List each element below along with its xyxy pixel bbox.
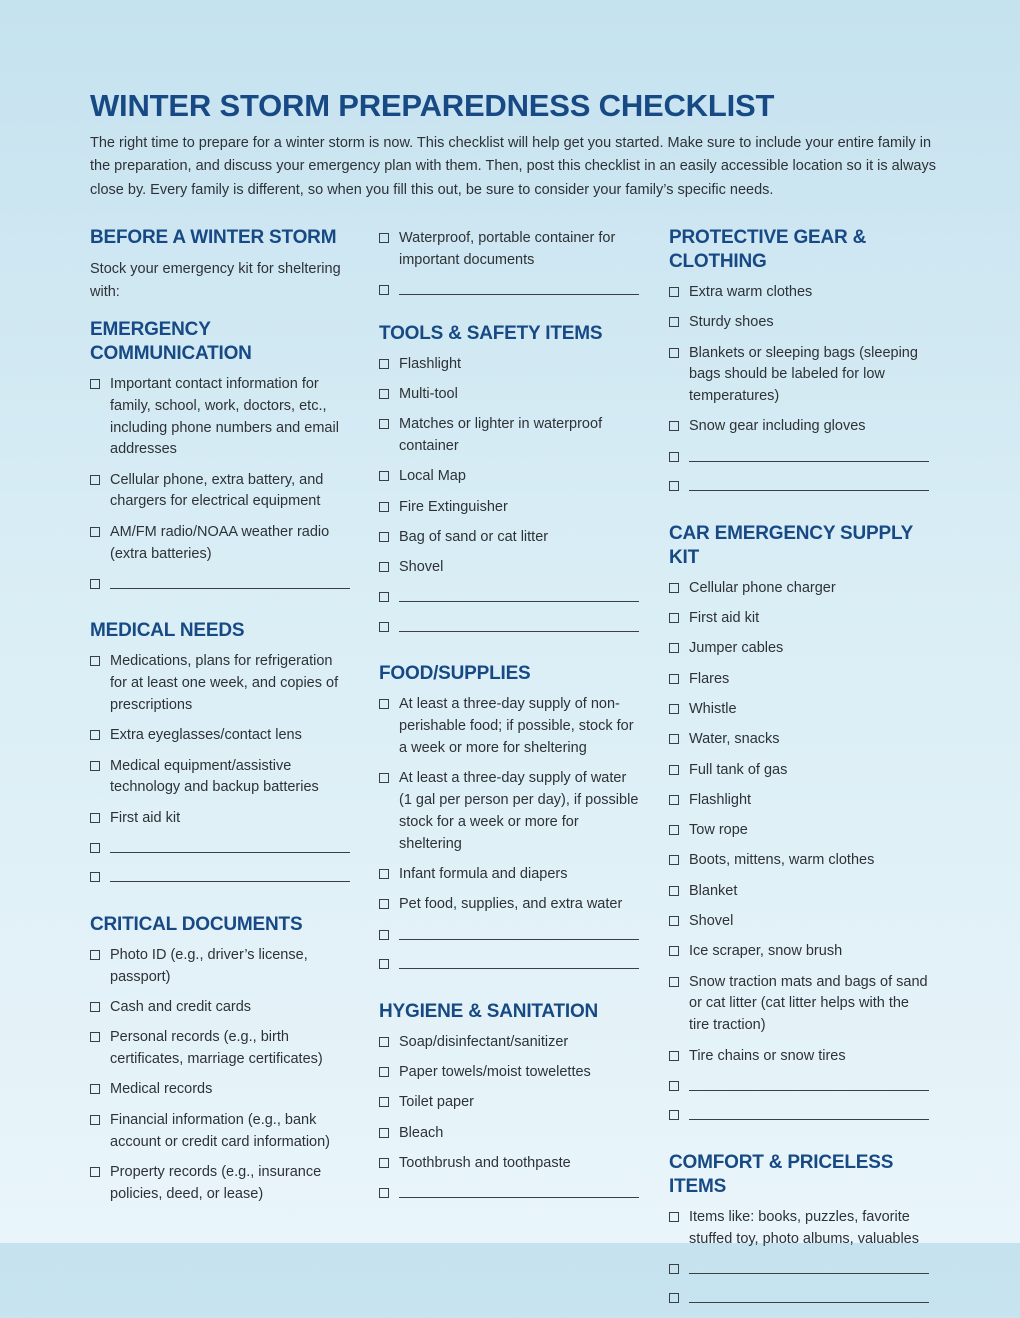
checklist-item xyxy=(669,760,931,782)
checkbox[interactable] xyxy=(669,734,679,744)
checklist-item xyxy=(669,578,931,600)
checklist-item-label: Bag of sand or cat litter xyxy=(399,528,549,545)
intro-paragraph: The right time to prepare for a winter storm is now. This checklist will help get you started. Make sure to include your entire family in the preparation, and discuss your emergency plan with them. Then, post this checklist in an easily accessible location so it is always close by. Every family is different, so when you fill this out, be sure to consider your family’s specific needs. xyxy=(90,135,936,198)
checklist-item xyxy=(669,312,931,334)
write-in-line[interactable] xyxy=(399,954,639,969)
checklist-item-blank xyxy=(669,1076,931,1097)
checklist-item xyxy=(669,729,931,751)
checklist-item xyxy=(379,1153,641,1175)
checklist-item-label: Photo ID (e.g., driver’s license, passport) xyxy=(110,946,308,985)
checklist-item xyxy=(90,756,352,800)
checklist-item-blank xyxy=(669,1259,931,1280)
section-before-storm xyxy=(90,226,352,304)
checklist-item xyxy=(90,1110,352,1154)
checklist-item-label: Local Map xyxy=(399,468,466,485)
section-tools-safety xyxy=(379,322,641,638)
checklist-item-label: Waterproof, portable container for important documents xyxy=(399,230,616,268)
checkbox[interactable] xyxy=(669,855,679,865)
checklist-item-blank xyxy=(379,587,641,608)
checklist xyxy=(90,651,352,888)
section-heading: CRITICAL DOCUMENTS xyxy=(90,913,303,935)
section-heading: PROTECTIVE GEAR & CLOTHING xyxy=(669,227,867,272)
checklist-item-label: Water, snacks xyxy=(689,731,780,748)
write-in-line[interactable] xyxy=(399,617,639,632)
checklist-item-label: Flashlight xyxy=(689,791,752,808)
checkbox[interactable] xyxy=(379,285,389,295)
checkbox[interactable] xyxy=(90,527,100,537)
section-heading: EMERGENCY COMMUNICATION xyxy=(90,319,252,364)
checklist-item xyxy=(669,820,931,842)
checkbox[interactable] xyxy=(669,613,679,623)
section-food-supplies xyxy=(379,662,641,975)
column-1 xyxy=(90,226,352,1214)
write-in-line[interactable] xyxy=(689,1288,929,1303)
checklist-item xyxy=(669,282,931,304)
column-2 xyxy=(379,226,641,1213)
checkbox[interactable] xyxy=(379,959,389,969)
checklist-item xyxy=(90,1162,352,1206)
checkbox[interactable] xyxy=(90,761,100,771)
checkbox[interactable] xyxy=(669,1081,679,1091)
write-in-line[interactable] xyxy=(399,925,639,940)
checklist-item xyxy=(379,557,641,579)
checkbox[interactable] xyxy=(669,317,679,327)
checkbox[interactable] xyxy=(669,825,679,835)
checklist-item-label: Tire chains or snow tires xyxy=(689,1047,846,1064)
checkbox[interactable] xyxy=(379,1158,389,1168)
checklist-item-label: Toilet paper xyxy=(399,1094,474,1111)
checklist-item-label: Snow traction mats and bags of sand or cat litter (cat litter helps with the tire traction) xyxy=(689,973,928,1034)
write-in-line[interactable] xyxy=(689,447,929,462)
checklist-item xyxy=(379,354,641,376)
checkbox[interactable] xyxy=(379,1037,389,1047)
section-heading: COMFORT & PRICELESS ITEMS xyxy=(669,1151,894,1197)
checklist-item-label: Paper towels/moist towelettes xyxy=(399,1063,591,1080)
checklist-item-label: At least a three-day supply of non-perishable food; if possible, stock for a week or more for sheltering xyxy=(399,696,634,757)
checklist-item xyxy=(669,881,931,903)
checklist-item-blank xyxy=(379,954,641,975)
checkbox[interactable] xyxy=(669,1051,679,1061)
checklist-item-label: Full tank of gas xyxy=(689,761,788,778)
checklist-item xyxy=(90,1027,352,1071)
checklist-item-label: Financial information (e.g., bank account or credit card information) xyxy=(110,1111,331,1150)
checkbox[interactable] xyxy=(90,950,100,960)
checkbox[interactable] xyxy=(90,1167,100,1177)
checkbox[interactable] xyxy=(379,562,389,572)
checklist-item-label: Cash and credit cards xyxy=(110,999,252,1016)
checkbox[interactable] xyxy=(90,843,100,853)
checklist xyxy=(379,1032,641,1204)
checkbox[interactable] xyxy=(379,1188,389,1198)
checkbox[interactable] xyxy=(379,899,389,909)
checklist-item xyxy=(379,894,641,916)
checklist-item-blank xyxy=(669,447,931,468)
section-critical-documents xyxy=(90,913,352,1205)
checklist-item xyxy=(669,941,931,963)
checkbox[interactable] xyxy=(669,916,679,926)
checklist-item-label: Sturdy shoes xyxy=(689,314,774,331)
checklist-item xyxy=(90,1079,352,1101)
checkbox[interactable] xyxy=(669,1293,679,1303)
checklist-item xyxy=(90,808,352,830)
checkbox[interactable] xyxy=(379,1067,389,1077)
section-heading: TOOLS & SAFETY ITEMS xyxy=(379,322,603,344)
checkbox[interactable] xyxy=(669,421,679,431)
checklist-item-label: First aid kit xyxy=(110,809,181,826)
section-heading: FOOD/SUPPLIES xyxy=(379,663,531,685)
checkbox[interactable] xyxy=(90,579,100,589)
checklist-item xyxy=(90,470,352,514)
checklist-item-label: Blankets or sleeping bags (sleeping bags should be labeled for low temperatures) xyxy=(689,344,918,405)
section-protective-gear xyxy=(669,226,931,497)
checkbox[interactable] xyxy=(379,930,389,940)
checkbox[interactable] xyxy=(669,886,679,896)
section-heading: MEDICAL NEEDS xyxy=(90,620,245,642)
checkbox[interactable] xyxy=(669,795,679,805)
checkbox[interactable] xyxy=(379,532,389,542)
write-in-line[interactable] xyxy=(110,867,350,882)
checklist xyxy=(379,228,641,301)
checklist-item-label: Extra eyeglasses/contact lens xyxy=(110,727,302,744)
checklist-item-blank xyxy=(379,280,641,301)
checklist xyxy=(379,694,641,975)
checklist-item-label: Whistle xyxy=(689,700,737,717)
checklist-item xyxy=(379,497,641,519)
checkbox[interactable] xyxy=(669,977,679,987)
checklist-item xyxy=(379,228,641,272)
section-intro: Stock your emergency kit for sheltering with: xyxy=(90,261,341,300)
checklist-item-label: Blanket xyxy=(689,882,738,899)
checklist-item-label: Ice scraper, snow brush xyxy=(689,943,843,960)
checkbox[interactable] xyxy=(379,389,389,399)
checklist-item xyxy=(90,374,352,461)
checklist-item-label: Medications, plans for refrigeration for at least one week, and copies of prescriptions xyxy=(110,653,339,713)
checklist-item-label: Extra warm clothes xyxy=(689,284,813,300)
checklist-item-label: Jumper cables xyxy=(689,640,784,657)
checklist-item-label: Flares xyxy=(689,670,730,687)
section-hygiene-sanitation xyxy=(379,1000,641,1204)
section-medical-needs xyxy=(90,619,352,888)
checklist xyxy=(669,282,931,497)
checkbox[interactable] xyxy=(669,452,679,462)
checkbox[interactable] xyxy=(90,872,100,882)
checklist-item-label: Toothbrush and toothpaste xyxy=(399,1154,571,1171)
checklist-item xyxy=(379,864,641,886)
checklist-item-blank xyxy=(90,867,352,888)
checkbox[interactable] xyxy=(669,643,679,653)
checklist-item xyxy=(379,694,641,759)
checklist-item xyxy=(90,945,352,989)
checklist-item xyxy=(669,790,931,812)
checklist-item xyxy=(669,1207,931,1251)
checkbox[interactable] xyxy=(90,379,100,389)
section-heading: BEFORE A WINTER STORM xyxy=(90,227,337,248)
checkbox[interactable] xyxy=(379,419,389,429)
checklist-content xyxy=(90,88,940,1247)
section-car-emergency-kit xyxy=(669,522,931,1127)
checklist-item-label: Snow gear including gloves xyxy=(689,418,866,435)
checklist-item-label: Shovel xyxy=(399,559,444,576)
checkbox[interactable] xyxy=(90,1084,100,1094)
checklist xyxy=(379,354,641,638)
checklist-item xyxy=(90,522,352,566)
checkbox[interactable] xyxy=(90,475,100,485)
write-in-line[interactable] xyxy=(399,587,639,602)
write-in-line[interactable] xyxy=(689,1105,929,1120)
checklist-item xyxy=(669,608,931,630)
checkbox[interactable] xyxy=(379,592,389,602)
checklist-item xyxy=(669,911,931,933)
checklist-item-label: Flashlight xyxy=(399,355,462,372)
checklist-item xyxy=(90,651,352,716)
checklist-item-blank xyxy=(669,1105,931,1126)
write-in-line[interactable] xyxy=(689,1259,929,1274)
checklist-item xyxy=(669,343,931,408)
checklist-item-label: Pet food, supplies, and extra water xyxy=(399,896,623,913)
checklist-item-label: Soap/disinfectant/sanitizer xyxy=(399,1033,569,1050)
checkbox[interactable] xyxy=(669,765,679,775)
checklist-item-label: Tow rope xyxy=(689,822,748,839)
checkbox[interactable] xyxy=(379,1128,389,1138)
checkbox[interactable] xyxy=(379,1097,389,1107)
checklist-item xyxy=(669,416,931,438)
checkbox[interactable] xyxy=(669,287,679,297)
checklist xyxy=(669,1207,931,1310)
checklist-item-blank xyxy=(669,1288,931,1309)
checklist-item-blank xyxy=(90,838,352,859)
checklist-item-label: Property records (e.g., insurance policies, deed, or lease) xyxy=(110,1163,322,1202)
checkbox[interactable] xyxy=(379,233,389,243)
checklist-item xyxy=(90,997,352,1019)
checklist-item xyxy=(379,1092,641,1114)
checklist-item-blank xyxy=(379,925,641,946)
checkbox[interactable] xyxy=(379,622,389,632)
checklist-item xyxy=(379,1032,641,1054)
column-3 xyxy=(669,226,931,1318)
checkbox[interactable] xyxy=(90,813,100,823)
checklist xyxy=(90,945,352,1205)
checklist xyxy=(669,578,931,1127)
checklist-item-label: Important contact information for family, school, work, doctors, etc., including phone numbers and email addresses xyxy=(110,376,339,458)
write-in-line[interactable] xyxy=(110,838,350,853)
checklist-item-label: Medical equipment/assistive technology and backup batteries xyxy=(110,757,319,796)
checklist-item xyxy=(379,466,641,488)
checkbox[interactable] xyxy=(669,1264,679,1274)
checklist-item xyxy=(669,972,931,1037)
checklist-item-blank xyxy=(90,574,352,595)
checklist-item-label: Matches or lighter in waterproof container xyxy=(399,416,603,454)
checkbox[interactable] xyxy=(669,1212,679,1222)
checklist-item xyxy=(90,725,352,747)
write-in-line[interactable] xyxy=(399,280,639,295)
checklist-item-label: At least a three-day supply of water (1 gal per person per day), if possible stock for a week or more for sheltering xyxy=(399,770,639,852)
checklist-item xyxy=(379,527,641,549)
checkbox[interactable] xyxy=(379,869,389,879)
checklist-item-label: Multi-tool xyxy=(399,385,458,402)
checklist xyxy=(90,374,352,595)
checklist-item xyxy=(379,1062,641,1084)
checklist-item-label: Bleach xyxy=(399,1124,444,1141)
checkbox[interactable] xyxy=(90,730,100,740)
write-in-line[interactable] xyxy=(689,476,929,491)
checklist-item-blank xyxy=(669,476,931,497)
checklist-item-label: Shovel xyxy=(689,913,734,930)
checkbox[interactable] xyxy=(90,1002,100,1012)
checkbox[interactable] xyxy=(379,502,389,512)
section-heading: CAR EMERGENCY SUPPLY KIT xyxy=(669,522,913,568)
checklist-item-label: Infant formula and diapers xyxy=(399,866,568,883)
checklist-item-label: First aid kit xyxy=(689,610,760,627)
write-in-line[interactable] xyxy=(399,1183,639,1198)
write-in-line[interactable] xyxy=(110,574,350,589)
checkbox[interactable] xyxy=(379,699,389,709)
section-comfort-items xyxy=(669,1151,931,1310)
checklist-item xyxy=(669,638,931,660)
checklist-item-label: Cellular phone, extra battery, and chargers for electrical equipment xyxy=(110,471,324,510)
checklist-item-label: Cellular phone charger xyxy=(689,579,836,596)
checklist-item xyxy=(379,384,641,406)
checkbox[interactable] xyxy=(379,359,389,369)
checkbox[interactable] xyxy=(379,773,389,783)
checklist-item-blank xyxy=(379,617,641,638)
checklist-item-label: Personal records (e.g., birth certificates, marriage certificates) xyxy=(110,1029,323,1068)
checkbox[interactable] xyxy=(669,1110,679,1120)
checklist-item-label: Boots, mittens, warm clothes xyxy=(689,852,875,869)
section-heading: HYGIENE & SANITATION xyxy=(379,1000,599,1022)
checkbox[interactable] xyxy=(669,583,679,593)
checkbox[interactable] xyxy=(90,1115,100,1125)
checklist-item xyxy=(669,699,931,721)
checklist-item xyxy=(379,1123,641,1145)
checklist-item-blank xyxy=(379,1183,641,1204)
page-title: WINTER STORM PREPAREDNESS CHECKLIST xyxy=(90,88,775,123)
checklist-item-label: Items like: books, puzzles, favorite stuffed toy, photo albums, valuables xyxy=(689,1208,919,1247)
checkbox[interactable] xyxy=(90,1032,100,1042)
checkbox[interactable] xyxy=(669,946,679,956)
checklist-item-label: Medical records xyxy=(110,1081,213,1098)
checkbox[interactable] xyxy=(669,348,679,358)
checkbox[interactable] xyxy=(669,481,679,491)
checklist-item xyxy=(669,850,931,872)
checkbox[interactable] xyxy=(90,656,100,666)
checklist-item-label: Fire Extinguisher xyxy=(399,498,508,515)
checklist-item-label: AM/FM radio/NOAA weather radio (extra batteries) xyxy=(110,523,330,562)
checklist-item xyxy=(669,1046,931,1068)
checklist-item xyxy=(379,414,641,458)
checkbox[interactable] xyxy=(669,674,679,684)
checklist-item xyxy=(379,768,641,855)
write-in-line[interactable] xyxy=(689,1076,929,1091)
checklist-item xyxy=(669,669,931,691)
section-emergency-communication xyxy=(90,318,352,595)
checkbox[interactable] xyxy=(669,704,679,714)
checkbox[interactable] xyxy=(379,471,389,481)
